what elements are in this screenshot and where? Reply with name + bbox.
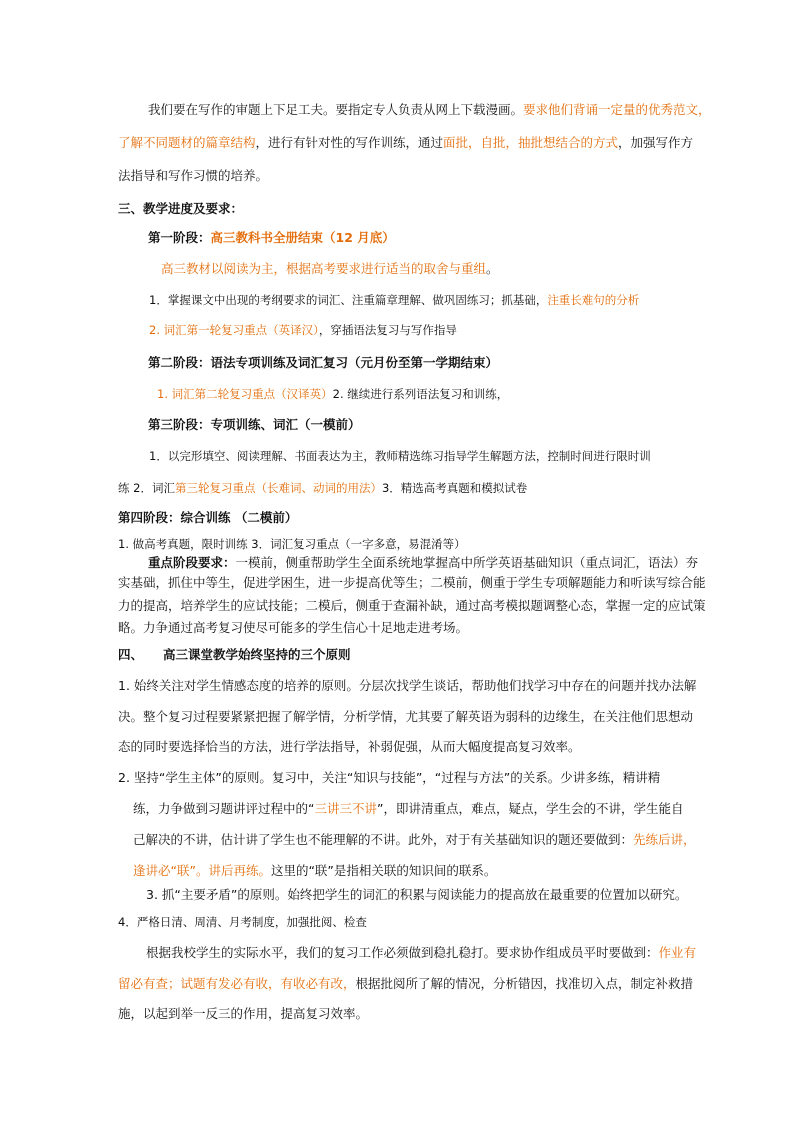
paragraph-line: 力的提高，培养学生的应试技能；二模后，侧重于查漏补缺，通过高考模拟题调整心态，掌握一定的应试策 (118, 598, 706, 613)
stage-desc (161, 260, 499, 278)
text: 己解决的不讲，估计讲了学生也不能理解的不讲。此外，对于有关基础知识的题还要做到： (133, 832, 634, 847)
paragraph-line: 略。力争通过高考复习使尽可能多的学生信心十足地走进考场。 (118, 620, 469, 635)
text: ，进行有针对性的写作训练，通过 (255, 135, 444, 150)
stage-title: 高三教科书全册结束（12 月底） (210, 230, 395, 245)
stage-label: 第一阶段： (148, 230, 211, 245)
highlight-text: 了解不同题材的篇章结构 (118, 135, 256, 150)
text: ，加强写作方 (618, 135, 694, 150)
highlight-text: 三讲三不讲 (314, 801, 377, 816)
key-requirements-line (148, 554, 698, 572)
paragraph-line (148, 101, 711, 119)
paragraph-line: 法指导和写作习惯的培养。 (118, 168, 269, 183)
text: 练 2．词汇 (118, 481, 175, 495)
text: 根据批阅所了解的情况，分析错因，找准切入点，制定补救措 (355, 976, 694, 991)
section-heading (118, 646, 351, 664)
paragraph-line (118, 134, 693, 152)
paragraph-line: 态的同时要选择恰当的方法，进行学法指导，补弱促强，从而大幅度提高复习效率。 (118, 739, 581, 754)
stage-heading: 第三阶段：专项训练、词汇（一模前） (148, 417, 361, 432)
highlight-text: 逢讲必“联”。讲后再练。 (133, 863, 271, 878)
highlight-text: 作业有 (658, 945, 697, 960)
list-item: 1．以完形填空、阅读理解、书面表达为主，教师精选练习指导学生解题方法，控制时间进行限时训 (149, 449, 651, 463)
highlight-text: 2. 词汇第一轮复习重点（英译汉） (149, 323, 319, 337)
paragraph-line: 实基础，抓住中等生，促进学困生，进一步提高优等生；二模前，侧重于学生专项解题能力和听读写综合能 (118, 575, 706, 590)
list-item (149, 291, 639, 309)
list-item: 1. 做高考真题，限时训练 3．词汇复习重点（一字多意，易混淆等） (118, 537, 466, 551)
text: 2. 继续进行系列语法复习和训练， (332, 387, 509, 401)
list-item (157, 385, 508, 403)
text: ，穿插语法复习与写作指导 (318, 323, 457, 337)
heading-title: 高三课堂教学始终坚持的三个原则 (163, 647, 351, 662)
paragraph-line: 施，以起到举一反三的作用，提高复习效率。 (118, 1006, 369, 1021)
paragraph-line: 2. 坚持“学生主体”的原则。复习中，关注“知识与技能”，“过程与方法”的关系。少讲多练，精讲精 (118, 770, 661, 785)
heading-number: 四、 (118, 647, 144, 662)
list-item (149, 321, 457, 339)
text: 我们要在写作的审题上下足工夫。要指定专人负责从网上下载漫画。 (148, 102, 524, 117)
text: 。 (486, 261, 499, 276)
paragraph-line (146, 944, 696, 962)
highlight-text: 先练后讲， (633, 832, 696, 847)
text: 根据我校学生的实际水平，我们的复习工作必须做到稳扎稳打。要求协作组成员平时要做到： (146, 945, 659, 960)
stage-heading: 第二阶段：语法专项训练及词汇复习（元月份至第一学期结束） (148, 355, 499, 370)
key-label: 重点阶段要求： (148, 555, 236, 570)
highlight-text: 留必有查；试题有发必有收，有收必有改， (118, 976, 356, 991)
list-item (118, 479, 527, 497)
paragraph-line (133, 800, 683, 818)
text: 一模前，侧重帮助学生全面系统地掌握高中所学英语基础知识（重点词汇，语法）夯 (235, 555, 699, 570)
text: 3．精选高考真题和模拟试卷 (381, 481, 528, 495)
paragraph-line (118, 975, 693, 993)
text: ”，即讲清重点，难点，疑点，学生会的不讲，学生能自 (377, 801, 684, 816)
paragraph-line: 决。整个复习过程要紧紧把握了解学情，分析学情，尤其要了解英语为弱科的边缘生，在关注他们思想动 (118, 709, 694, 724)
highlight-text: 高三教材以阅读为主，根据高考要求进行适当的取舍与重组 (161, 261, 487, 276)
highlight-text: 面批，自批，抽批想结合的方式 (443, 135, 619, 150)
section-heading: 三、教学进度及要求： (118, 201, 244, 216)
paragraph-line: 3. 抓“主要矛盾”的原则。始终把学生的词汇的积累与阅读能力的提高放在最重要的位置加以研究。 (146, 887, 688, 902)
highlight-text: 1. 词汇第二轮复习重点（汉译英） (157, 387, 333, 401)
text: 1．掌握课文中出现的考纲要求的词汇、注重篇章理解、做巩固练习；抓基础， (149, 293, 548, 307)
highlight-text: 第三轮复习重点（长难词、动词的用法） (174, 481, 382, 495)
stage-heading (148, 229, 395, 247)
highlight-text: 要求他们背诵一定量的优秀范文， (523, 102, 711, 117)
highlight-text: 注重长难句的分析 (547, 293, 640, 307)
stage-heading: 第四阶段：综合训练 （二模前） (118, 510, 298, 525)
text: 这里的“联”是指相关联的知识间的联系。 (270, 863, 497, 878)
paragraph-line: 1. 始终关注对学生情感态度的培养的原则。分层次找学生谈话，帮助他们找学习中存在的问题并找办法解 (118, 678, 697, 693)
paragraph-line: 4．严格日清、周清、月考制度，加强批阅、检查 (118, 915, 367, 929)
text: 练，力争做到习题讲评过程中的“ (133, 801, 315, 816)
paragraph-line (133, 862, 496, 880)
paragraph-line (133, 831, 696, 849)
